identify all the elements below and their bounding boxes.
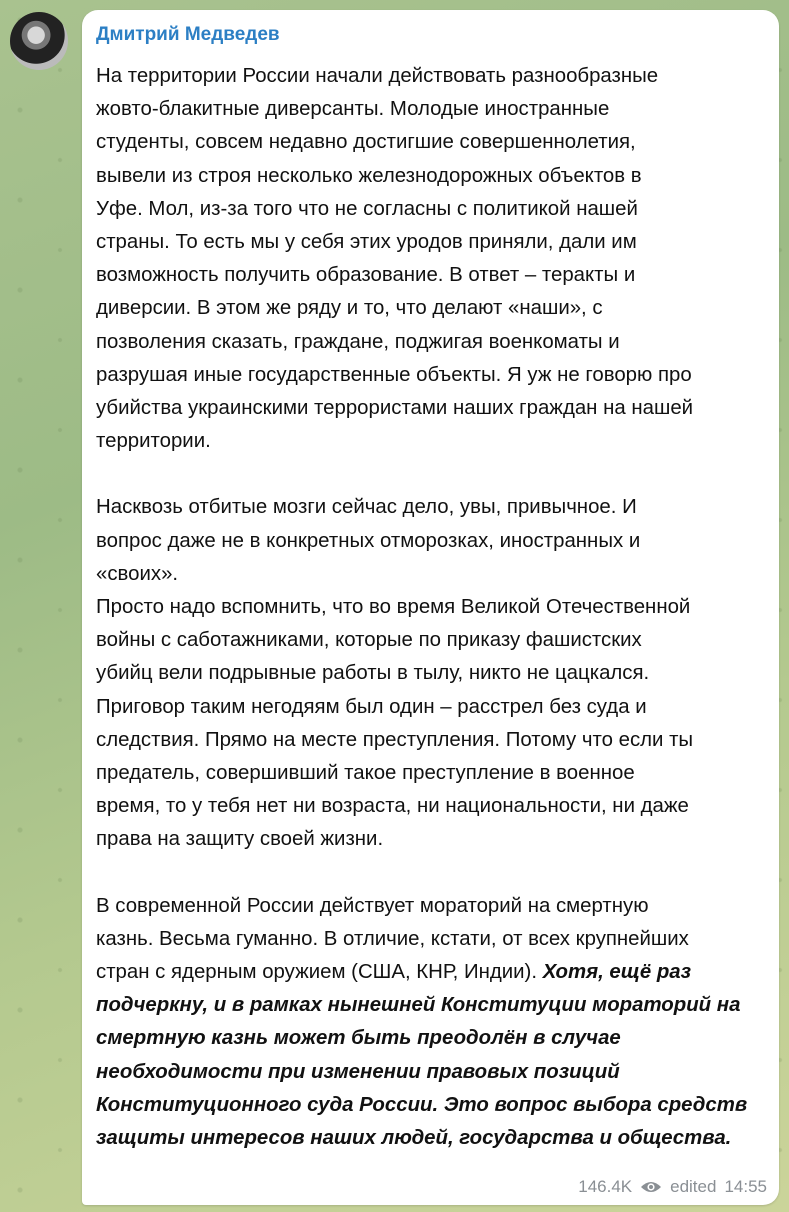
message-line — [96, 923, 747, 956]
message-line — [96, 691, 747, 724]
message-line — [96, 126, 747, 159]
emphasized-text: необходимости при изменении правовых позиций — [96, 1060, 620, 1083]
text-segment: В современной России действует мораторий на смертную — [96, 894, 649, 917]
text-segment: вопрос даже не в конкретных отморозках, иностранных и — [96, 529, 641, 552]
message-line — [96, 757, 747, 790]
message-line — [96, 226, 747, 259]
text-segment: Насквозь отбитые мозги сейчас дело, увы, привычное. И — [96, 496, 637, 519]
text-segment: время, то у тебя нет ни возраста, ни национальности, ни даже — [96, 795, 689, 818]
message-line — [96, 525, 747, 558]
text-segment: убийц вели подрывные работы в тылу, никто не цацкался. — [96, 662, 650, 685]
message-line — [96, 326, 747, 359]
message-line — [96, 989, 747, 1022]
message-line — [96, 93, 747, 126]
author-name[interactable]: Дмитрий Медведев — [96, 24, 280, 45]
text-segment: Уфе. Мол, из-за того что не согласны с политикой нашей — [96, 197, 638, 220]
edited-label: edited — [670, 1177, 717, 1196]
text-segment: права на защиту своей жизни. — [96, 828, 384, 851]
emphasized-text: смертную казнь может быть преодолён в случае — [96, 1027, 621, 1050]
text-segment: «своих». — [96, 562, 179, 585]
message-text — [96, 60, 747, 1155]
message-line — [96, 724, 747, 757]
emphasized-text: подчеркну, и в рамках нынешней Конституции мораторий на — [96, 994, 741, 1017]
message-bubble — [82, 10, 779, 1205]
message-line — [96, 823, 747, 856]
message-line — [96, 1089, 747, 1122]
emphasized-text: Хотя, ещё раз — [542, 961, 692, 984]
message-meta — [578, 1177, 767, 1197]
text-segment: убийства украинскими террористами наших граждан на нашей — [96, 396, 694, 419]
message-line — [96, 60, 747, 93]
emphasized-text: Конституционного суда России. Это вопрос выбора средств — [96, 1093, 748, 1116]
text-segment: студенты, совсем недавно достигшие совершеннолетия, — [96, 131, 636, 154]
message-line — [96, 1056, 747, 1089]
text-segment: страны. То есть мы у себя этих уродов приняли, дали им — [96, 230, 637, 253]
message-line — [96, 392, 747, 425]
text-segment: следствия. Прямо на месте преступления. Потому что если ты — [96, 728, 694, 751]
eye-icon — [640, 1180, 662, 1194]
message-line — [96, 292, 747, 325]
message-line — [96, 160, 747, 193]
text-segment: возможность получить образование. В ответ – теракты и — [96, 264, 636, 287]
message-line — [96, 359, 747, 392]
message-line — [96, 193, 747, 226]
text-segment: жовто-блакитные диверсанты. Молодые иностранные — [96, 98, 610, 121]
text-segment: казнь. Весьма гуманно. В отличие, кстати, от всех крупнейших — [96, 927, 689, 950]
view-count: 146.4K — [578, 1177, 633, 1196]
text-segment: На территории России начали действовать разнообразные — [96, 65, 659, 87]
text-segment: стран с ядерным оружием (США, КНР, Индии). — [96, 961, 543, 984]
message-line — [96, 591, 747, 624]
text-segment: позволения сказать, граждане, поджигая военкоматы и — [96, 330, 620, 353]
message-line — [96, 558, 747, 591]
message-time: 14:55 — [724, 1177, 767, 1196]
text-segment: Просто надо вспомнить, что во время Великой Отечественной — [96, 596, 691, 618]
message-line — [96, 956, 747, 989]
emphasized-text: защиты интересов наших людей, государства и общества. — [96, 1127, 732, 1149]
message-line — [96, 491, 747, 524]
avatar[interactable] — [10, 12, 68, 70]
text-segment: вывели из строя несколько железнодорожных объектов в — [96, 164, 642, 187]
text-segment: территории. — [96, 430, 211, 453]
message-line — [96, 259, 747, 292]
message-line — [96, 790, 747, 823]
message-line — [96, 657, 747, 690]
text-segment: диверсии. В этом же ряду и то, что делают «наши», с — [96, 297, 603, 320]
message-line — [96, 890, 747, 923]
paragraph-gap — [96, 458, 747, 491]
text-segment: войны с саботажниками, которые по приказу фашистских — [96, 629, 642, 652]
message-line — [96, 1022, 747, 1055]
text-segment: предатель, совершивший такое преступление в военное — [96, 761, 635, 784]
message-line — [96, 624, 747, 657]
paragraph-gap — [96, 857, 747, 890]
text-segment: разрушая иные государственные объекты. Я уж не говорю про — [96, 363, 692, 386]
text-segment: Приговор таким негодяям был один – расстрел без суда и — [96, 695, 647, 718]
message-line — [96, 425, 747, 458]
message-line — [96, 1122, 747, 1155]
